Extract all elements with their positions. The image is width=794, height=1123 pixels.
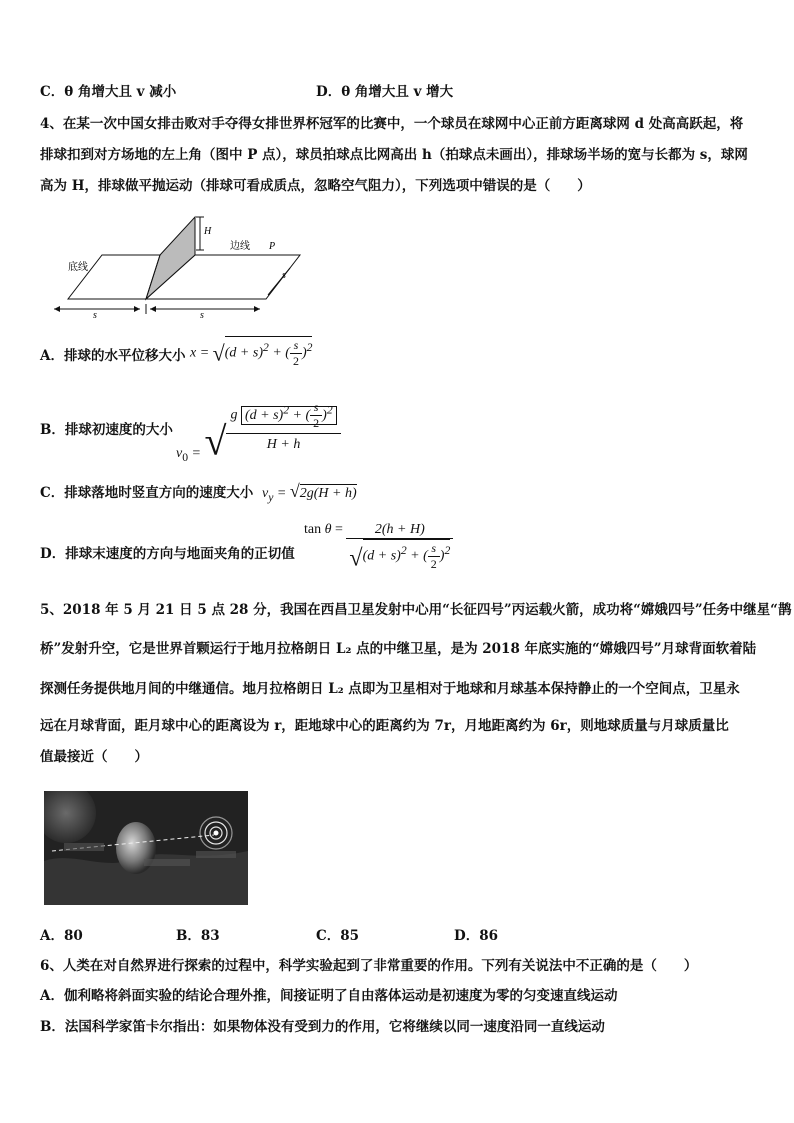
q4-line-2: 排球扣到对方场地的左上角（图中 P 点），球员拍球点比网高出 h（拍球点未画出），排球场半场的宽与长都为 s，球网 — [40, 147, 748, 163]
q4-option-a-text: A．排球的水平位移大小 — [40, 348, 186, 364]
q5-line-3: 探测任务提供地月间的中继通信。地月拉格朗日 L₂ 点即为卫星相对于地球和月球基本保持静止的一个空间点，卫星永 — [40, 681, 740, 697]
q4-option-c-text: C．排球落地时竖直方向的速度大小 — [40, 485, 254, 501]
label-s-left: s — [93, 310, 97, 320]
label-s-right: s — [200, 310, 204, 320]
option-d-prev: D．θ 角增大且 v 增大 — [316, 84, 454, 100]
label-sideline: 边线 — [230, 241, 250, 252]
q4-option-d-formula: tan θ = 2(h + H) $√(d + s)^2$ + ( $\frac{s}{2}$ )$^2$ — [304, 522, 453, 573]
lagrange-point-photo — [44, 791, 248, 905]
court-diagram — [50, 212, 310, 320]
q5-option-a: A．80 — [40, 928, 83, 944]
q5-line-2: 桥”发射升空，它是世界首颗运行于地月拉格朗日 L₂ 点的中继卫星，是为 2018 年底实施的“嫦娥四号”月球背面软着陆 — [40, 641, 757, 657]
option-c-prev: C．θ 角增大且 v 减小 — [40, 84, 177, 100]
q5-line-5: 值最接近（ ） — [40, 749, 148, 765]
q5-option-d: D．86 — [454, 928, 498, 944]
q5-option-c: C．85 — [316, 928, 360, 944]
label-baseline: 底线 — [68, 262, 88, 273]
q5-option-b: B．83 — [176, 928, 220, 944]
q5-line-1: 5、2018 年 5 月 21 日 5 点 28 分，我国在西昌卫星发射中心用“长征四号”丙运载火箭，成功将“嫦娥四号”任务中继星“鹊 — [40, 602, 792, 618]
q4-option-b-text: B．排球初速度的大小 — [40, 422, 173, 438]
q4-line-3: 高为 H，排球做平抛运动（排球可看成质点，忽略空气阻力），下列选项中错误的是（ ） — [40, 178, 591, 194]
q5-line-4: 远在月球背面，距月球中心的距离设为 r，距地球中心的距离约为 7r，月地距离约为 6r，则地球质量与月球质量比 — [40, 718, 729, 734]
label-P: P — [269, 241, 276, 252]
label-H: H — [204, 226, 212, 237]
label-s-side: s — [282, 270, 286, 281]
q4-line-1: 4、在某一次中国女排击败对手夺得女排世界杯冠军的比赛中，一个球员在球网中心正前方距离球网 d 处高高跃起，将 — [40, 116, 744, 132]
q4-option-c-formula: $v_y = √2g(H + h)$ — [262, 481, 357, 504]
q4-option-d-text: D．排球末速度的方向与地面夹角的正切值 — [40, 546, 295, 562]
q6-line-1: 6、人类在对自然界进行探索的过程中，科学实验起到了非常重要的作用。下列有关说法中不正确的是（ ） — [40, 958, 698, 974]
q6-option-b: B．法国科学家笛卡尔指出：如果物体没有受到力的作用，它将继续以同一速度沿同一直线运动 — [40, 1019, 605, 1035]
q6-option-a: A．伽利略将斜面实验的结论合理外推，间接证明了自由落体运动是初速度为零的匀变速直线运动 — [40, 988, 618, 1004]
q4-option-b-formula: $v_0$ = √ g $(d + s)^2$ + ( $\frac{s}{2}$ )$^2$ H + h — [176, 398, 341, 465]
q4-option-a-formula: $x = √(d + s)^2$ + ( $\frac{s}{2}$ )$^2$ — [190, 338, 313, 368]
